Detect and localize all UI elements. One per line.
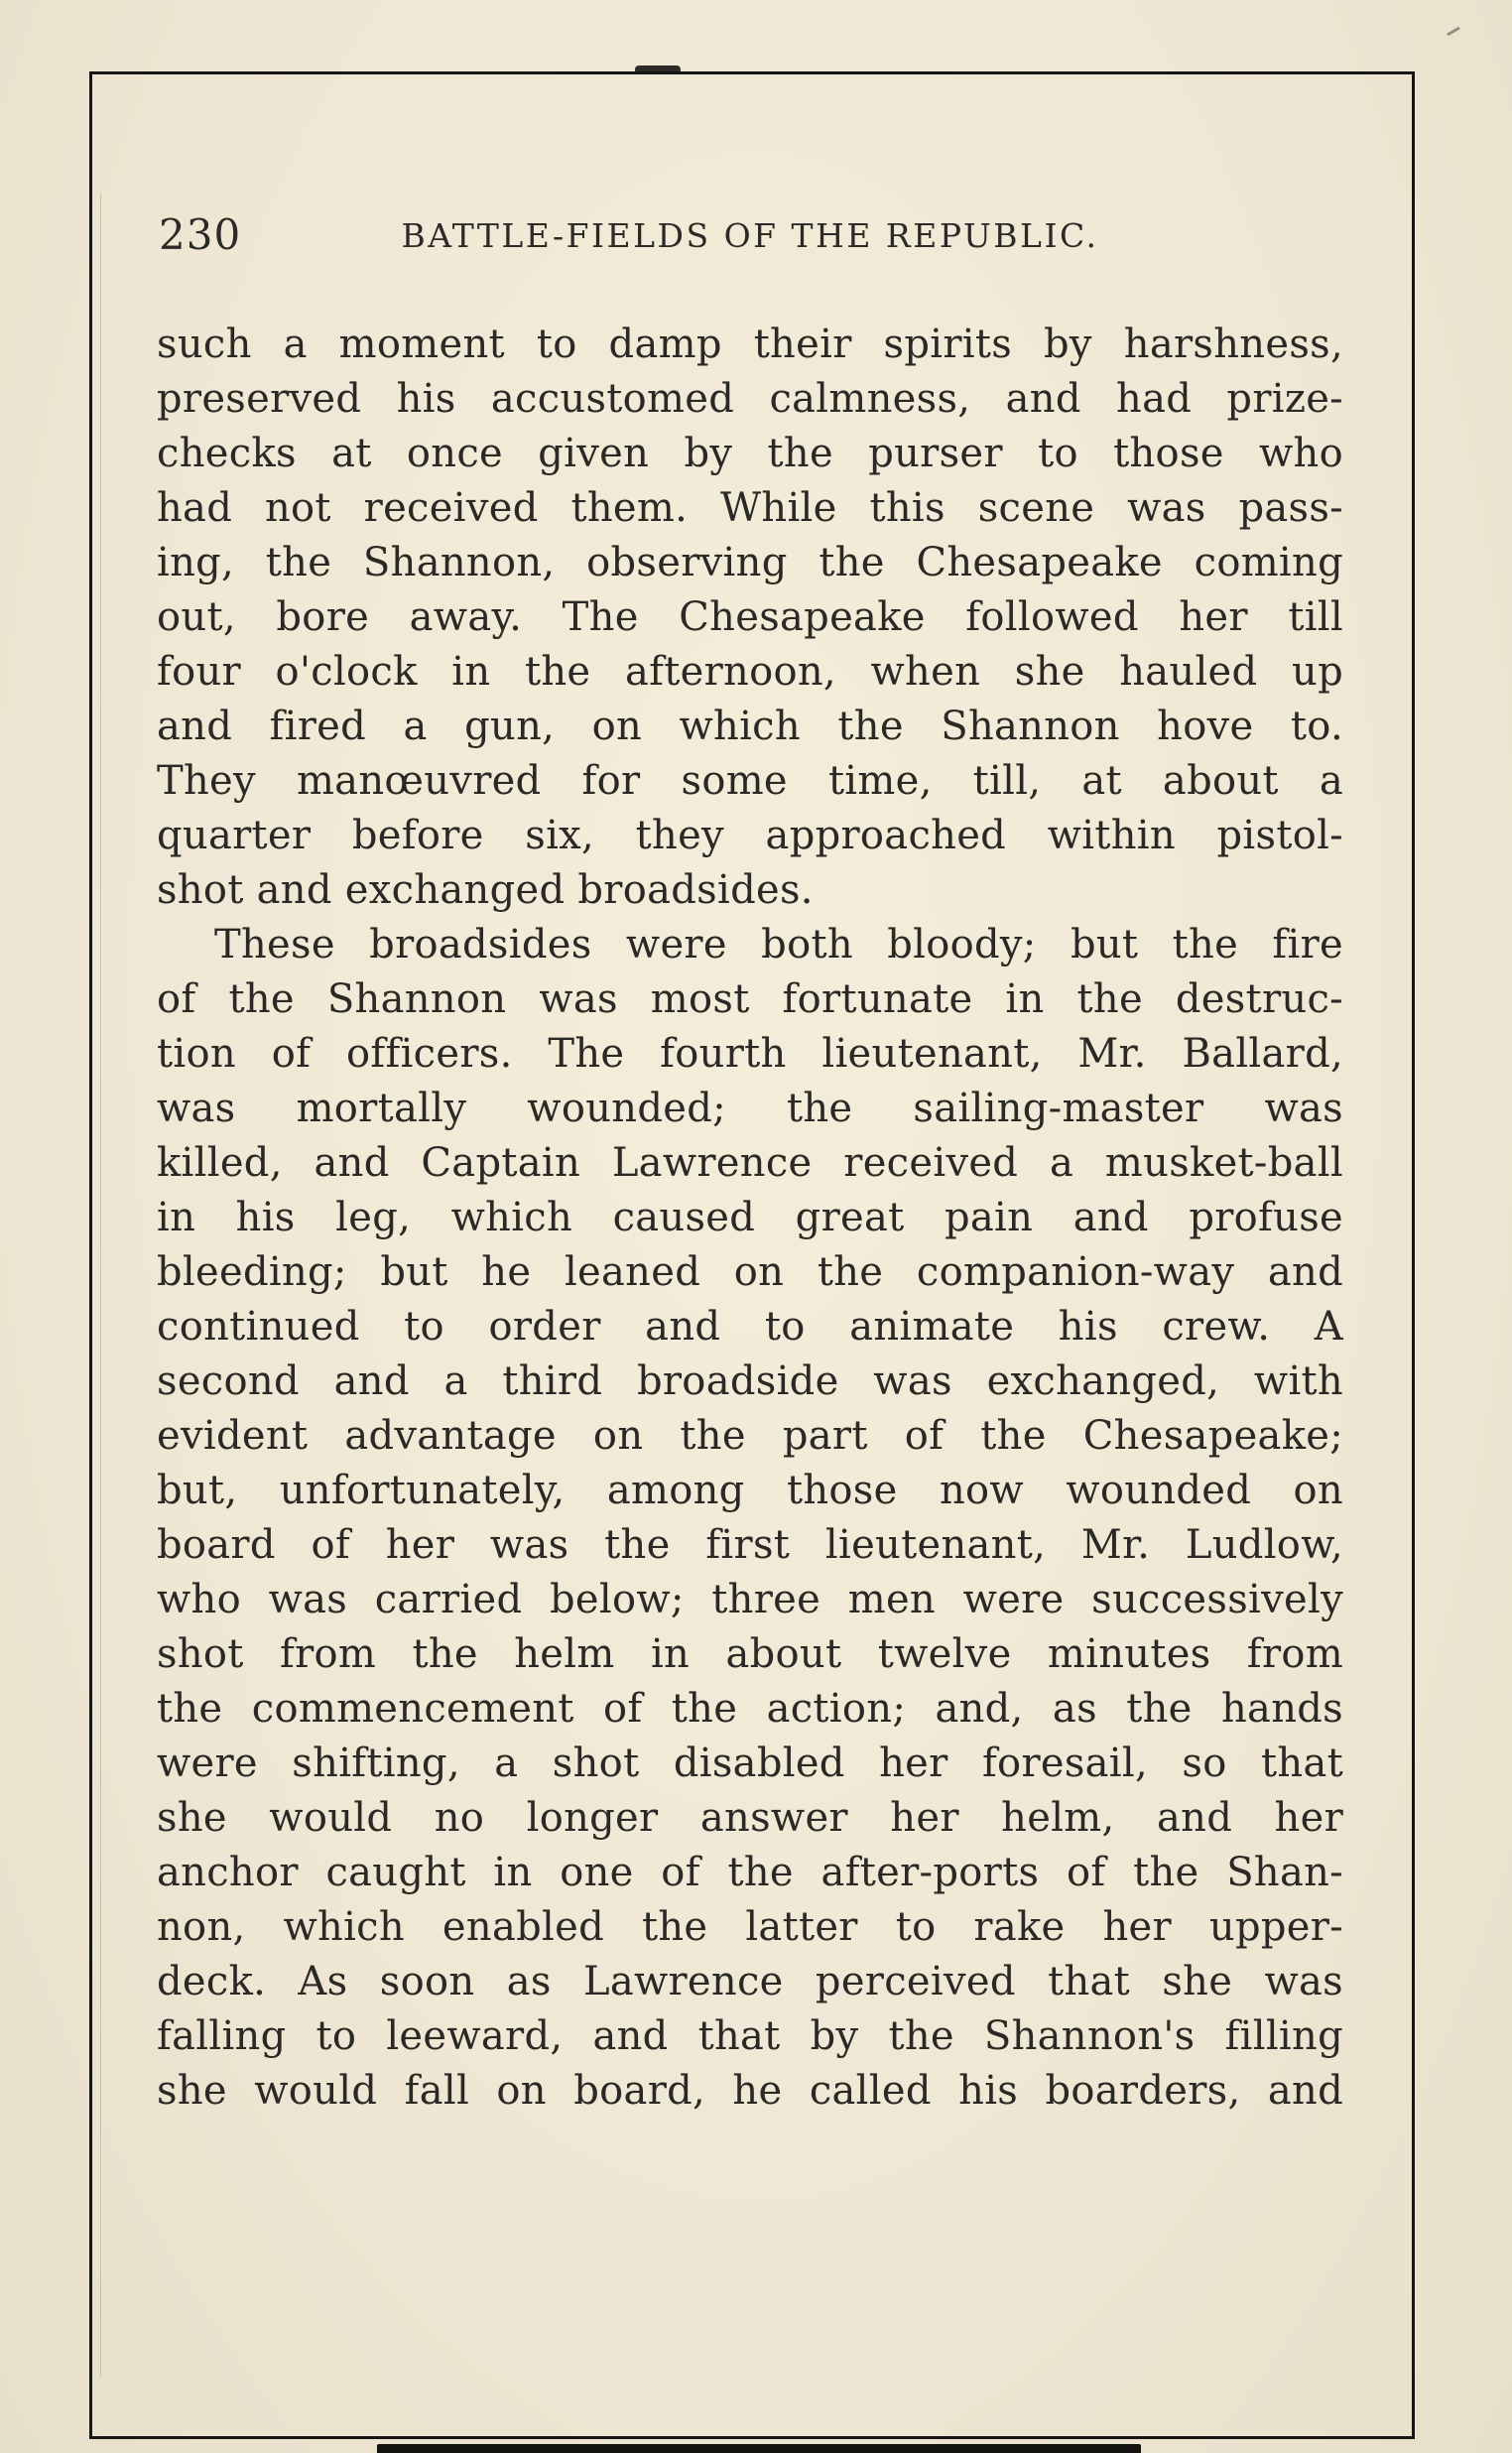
- text-line: but, unfortunately, among those now wounded on: [157, 1468, 1343, 1513]
- text-line: quarter before six, they approached within pistol-: [157, 813, 1343, 858]
- text-line: These broadsides were both bloody; but the fire: [214, 922, 1343, 968]
- text-line: anchor caught in one of the after-ports of the Shan-: [157, 1850, 1343, 1895]
- text-line: she would fall on board, he called his boarders, and: [157, 2068, 1343, 2114]
- text-line: who was carried below; three men were successively: [157, 1577, 1343, 1622]
- text-line: and fired a gun, on which the Shannon hove to.: [157, 704, 1343, 749]
- text-line: killed, and Captain Lawrence received a musket-ball: [157, 1140, 1343, 1186]
- text-line: ing, the Shannon, observing the Chesapeake coming: [157, 540, 1343, 585]
- text-line: They manœuvred for some time, till, at about a: [157, 758, 1343, 804]
- text-line: second and a third broadside was exchanged, with: [157, 1358, 1343, 1404]
- text-line: continued to order and to animate his crew. A: [157, 1304, 1343, 1350]
- text-line: in his leg, which caused great pain and profuse: [157, 1195, 1343, 1240]
- scan-speck-artifact: [1447, 27, 1460, 37]
- text-line: board of her was the first lieutenant, Mr. Ludlow,: [157, 1522, 1343, 1568]
- text-line: checks at once given by the purser to those who: [157, 431, 1343, 476]
- paragraph: [157, 918, 1343, 2119]
- text-line: evident advantage on the part of the Chesapeake;: [157, 1413, 1343, 1459]
- text-line: deck. As soon as Lawrence perceived that she was: [157, 1959, 1343, 2004]
- text-line: bleeding; but he leaned on the companion-way and: [157, 1249, 1343, 1295]
- text-line: shot and exchanged broadsides.: [157, 867, 814, 913]
- text-line: preserved his accustomed calmness, and had prize-: [157, 376, 1343, 422]
- text-line: tion of officers. The fourth lieutenant, Mr. Ballard,: [157, 1031, 1343, 1077]
- ink-blot-artifact: [635, 65, 681, 74]
- text-line: she would no longer answer her helm, and her: [157, 1795, 1343, 1841]
- text-line: shot from the helm in about twelve minutes from: [157, 1631, 1343, 1677]
- text-line: such a moment to damp their spirits by harshness,: [157, 322, 1343, 367]
- text-line: were shifting, a shot disabled her foresail, so that: [157, 1741, 1343, 1786]
- running-head-title: BATTLE-FIELDS OF THE REPUBLIC.: [401, 216, 1099, 255]
- text-line: non, which enabled the latter to rake her upper-: [157, 1904, 1343, 1950]
- paragraph: [157, 318, 1343, 918]
- text-line: falling to leeward, and that by the Shannon's filling: [157, 2013, 1343, 2059]
- running-head: [157, 210, 1343, 262]
- body-text: [157, 318, 1343, 2119]
- text-line: out, bore away. The Chesapeake followed her till: [157, 594, 1343, 640]
- text-line: the commencement of the action; and, as the hands: [157, 1686, 1343, 1732]
- text-line: had not received them. While this scene was pass-: [157, 485, 1343, 531]
- page-content: [157, 210, 1343, 2119]
- page-number: 230: [159, 210, 242, 259]
- scan-edge-artifact: [377, 2444, 1141, 2453]
- text-line: was mortally wounded; the sailing-master was: [157, 1086, 1343, 1131]
- text-line: four o'clock in the afternoon, when she hauled up: [157, 649, 1343, 695]
- text-line: of the Shannon was most fortunate in the destruc-: [157, 976, 1343, 1022]
